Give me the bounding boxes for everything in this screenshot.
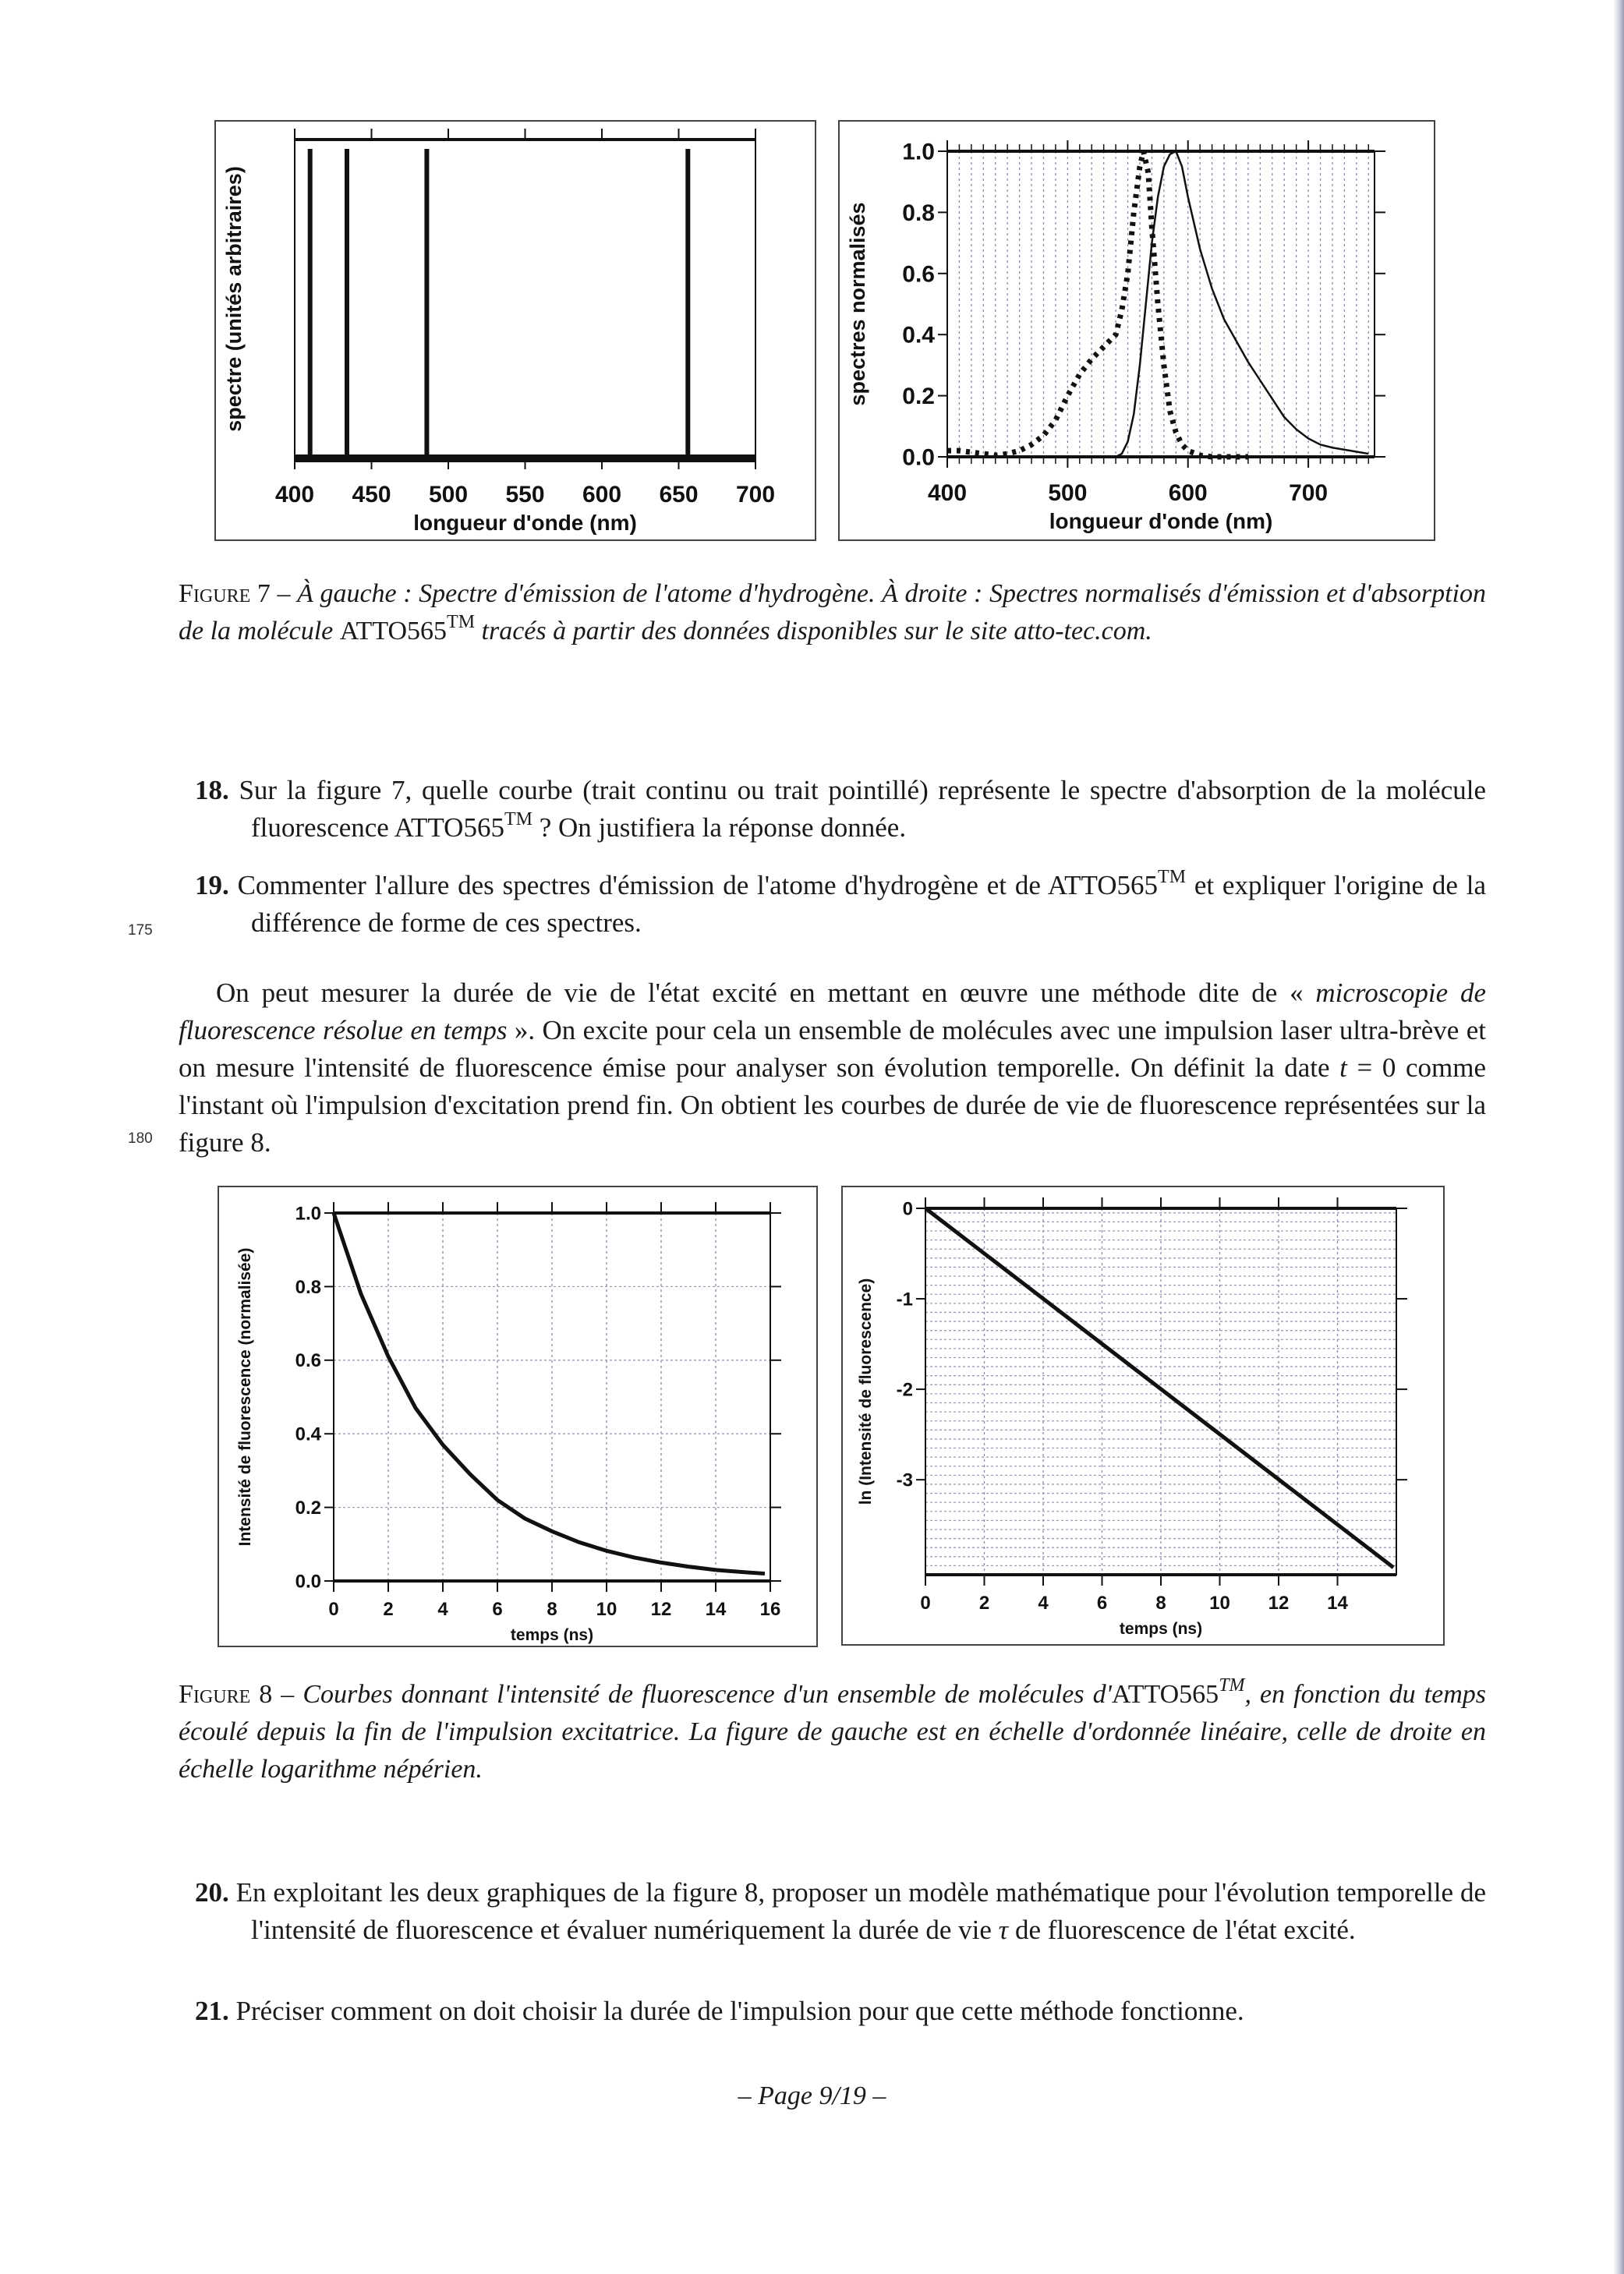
fluorescence-linear-svg [219, 1187, 816, 1646]
y-axis-title: spectre (unités arbitraires) [222, 166, 246, 432]
question-text: Préciser comment on doit choisir la durée de l'impulsion pour que cette méthode fonctionne. [235, 1996, 1244, 2026]
time-variable: t [1339, 1052, 1347, 1083]
y-tick-label: 0 [902, 1198, 913, 1220]
question-20 [195, 1874, 1486, 1949]
x-tick-label: 650 [659, 482, 699, 507]
y-tick-label: 1.0 [902, 139, 935, 165]
tau-symbol: τ [998, 1915, 1009, 1945]
x-tick-label: 12 [1268, 1593, 1290, 1614]
x-tick-label: 6 [492, 1599, 503, 1620]
x-tick-label: 500 [1048, 480, 1088, 506]
y-axis-title: spectres normalisés [846, 202, 869, 406]
trademark: TM [1158, 867, 1187, 887]
y-tick-label: 0.8 [902, 200, 935, 226]
method-name: microscopie de fluorescence résolue en temps [179, 978, 1486, 1045]
question-text: Sur la figure 7, quelle courbe (trait continu ou trait pointillé) représente le spectre d'absorption de la molécule fluorescence ATTO565 [239, 775, 1487, 843]
x-tick-label: 500 [428, 482, 469, 507]
y-tick-label: 0.2 [902, 384, 935, 410]
x-tick-label: 12 [650, 1599, 672, 1620]
trademark: TM [504, 809, 532, 829]
x-tick-label: 14 [1327, 1593, 1348, 1614]
page-number: – Page 9/19 – [738, 2081, 886, 2110]
question-18 [195, 772, 1486, 847]
y-tick-label: 0.4 [295, 1423, 321, 1445]
question-number: 20. [195, 1877, 229, 1908]
x-tick-label: 550 [505, 482, 545, 507]
log-intensity-line [925, 1208, 1393, 1568]
question-text: En exploitant les deux graphiques de la figure 8, proposer un modèle mathématique pour l'évolution temporelle de l'intensité de fluorescence et évaluer numériquement la durée de vie [235, 1877, 1486, 1945]
x-tick-label: 0 [328, 1599, 339, 1620]
y-tick-label: 0.6 [295, 1350, 321, 1372]
figure8-caption [179, 1676, 1486, 1788]
paragraph-text: = 0 comme l'instant où l'impulsion d'excitation prend fin. On obtient les courbes de durée de vie de fluorescence représentées sur la figure 8. [179, 1052, 1487, 1158]
x-tick-label: 2 [978, 1593, 990, 1614]
figure7-caption [179, 575, 1486, 650]
y-tick-label: 0.0 [902, 444, 935, 471]
figure7-caption-label: Figure 7 – [179, 579, 298, 608]
intensity-curve [334, 1213, 765, 1574]
figure7-caption-text-end: tracés à partir des données disponibles sur le site atto-tec.com. [475, 617, 1152, 645]
y-tick-label: -2 [896, 1379, 913, 1401]
line-number-175: 175 [128, 922, 153, 939]
question-number: 18. [195, 775, 229, 805]
question-text-end: ? On justifiera la réponse donnée. [532, 812, 907, 843]
y-tick-label: -1 [896, 1289, 913, 1310]
x-tick-label: 8 [547, 1599, 557, 1620]
question-text-end: et expliquer l'origine de la différence de forme de ces spectres. [251, 870, 1486, 938]
y-tick-label: 0.8 [295, 1276, 321, 1298]
x-axis-title: temps (ns) [510, 1626, 594, 1644]
emission-curve [1067, 151, 1368, 457]
x-tick-label: 4 [1038, 1593, 1049, 1614]
figure7-right-chart [838, 120, 1435, 541]
x-tick-label: 600 [582, 482, 622, 507]
x-tick-label: 450 [352, 482, 391, 507]
y-tick-label: 1.0 [295, 1203, 321, 1225]
x-tick-label: 14 [705, 1599, 727, 1620]
x-tick-label: 2 [383, 1599, 394, 1620]
y-axis-title: ln (Intensité de fluorescence) [857, 1278, 875, 1505]
y-tick-label: 0.0 [295, 1571, 321, 1593]
figure8-caption-text-end: , en fonction du temps écoulé depuis la fin de l'impulsion excitatrice. La figure de gauche est en échelle d'ordonnée linéaire, celle de droite en échelle logarithme népérien. [179, 1680, 1486, 1784]
absorption-curve [947, 151, 1248, 457]
y-tick-label: 0.6 [902, 261, 935, 288]
x-tick-label: 8 [1155, 1593, 1166, 1614]
x-axis-title: longueur d'onde (nm) [1049, 509, 1273, 533]
y-tick-label: 0.4 [902, 322, 935, 348]
atto565-spectra-svg [840, 122, 1434, 539]
x-tick-label: 10 [1209, 1593, 1230, 1614]
question-21 [195, 1993, 1486, 2030]
x-tick-label: 4 [437, 1599, 448, 1620]
figure8-caption-label: Figure 8 – [179, 1680, 303, 1709]
y-tick-label: -3 [896, 1469, 913, 1491]
x-tick-label: 10 [596, 1599, 617, 1620]
line-number-180: 180 [128, 1130, 153, 1147]
trademark: TM [1219, 1675, 1245, 1696]
question-text-end: de fluorescence de l'état excité. [1008, 1915, 1356, 1945]
plot-frame [947, 151, 1375, 457]
question-number: 19. [195, 870, 229, 900]
figure8-left-chart [218, 1186, 818, 1647]
intro-paragraph [179, 974, 1486, 1162]
y-tick-label: 0.2 [295, 1498, 321, 1519]
molecule-name: ATTO565 [1111, 1680, 1219, 1709]
question-number: 21. [195, 1996, 229, 2026]
hydrogen-spectrum-svg [216, 122, 815, 539]
question-19 [195, 867, 1486, 942]
figure8-right-chart [841, 1186, 1445, 1646]
paragraph-text: On peut mesurer la durée de vie de l'état excité en mettant en œuvre une méthode dite de « [216, 978, 1316, 1008]
x-tick-label: 700 [1289, 480, 1329, 506]
figure7-left-chart [214, 120, 816, 541]
x-tick-label: 6 [1096, 1593, 1108, 1614]
paragraph-text: ». On excite pour cela un ensemble de molécules avec une impulsion laser ultra-brève et on mesure l'intensité de fluorescence émise pour analyser son évolution temporelle. On définit la date [179, 1015, 1486, 1083]
x-axis-title: longueur d'onde (nm) [413, 511, 637, 535]
fluorescence-log-svg [843, 1187, 1443, 1644]
question-text: Commenter l'allure des spectres d'émission de l'atome d'hydrogène et de ATTO565 [237, 870, 1159, 900]
x-tick-label: 400 [274, 482, 315, 507]
y-axis-title: Intensité de fluorescence (normalisée) [236, 1247, 254, 1547]
x-tick-label: 0 [920, 1593, 931, 1614]
scan-edge [1613, 0, 1624, 2274]
trademark: TM [447, 612, 476, 632]
x-axis-title: temps (ns) [1119, 1620, 1203, 1638]
figure7-caption-text: À gauche : Spectre d'émission de l'atome d'hydrogène. À droite : Spectres normalisés d'émission et d'absorption de la molécule [179, 579, 1487, 645]
x-tick-label: 700 [735, 482, 776, 507]
x-tick-label: 16 [759, 1599, 781, 1620]
x-tick-label: 400 [927, 480, 968, 506]
molecule-name: ATTO565 [339, 617, 448, 645]
figure8-caption-text: Courbes donnant l'intensité de fluorescence d'un ensemble de molécules d' [303, 1680, 1112, 1709]
x-tick-label: 600 [1168, 480, 1208, 506]
